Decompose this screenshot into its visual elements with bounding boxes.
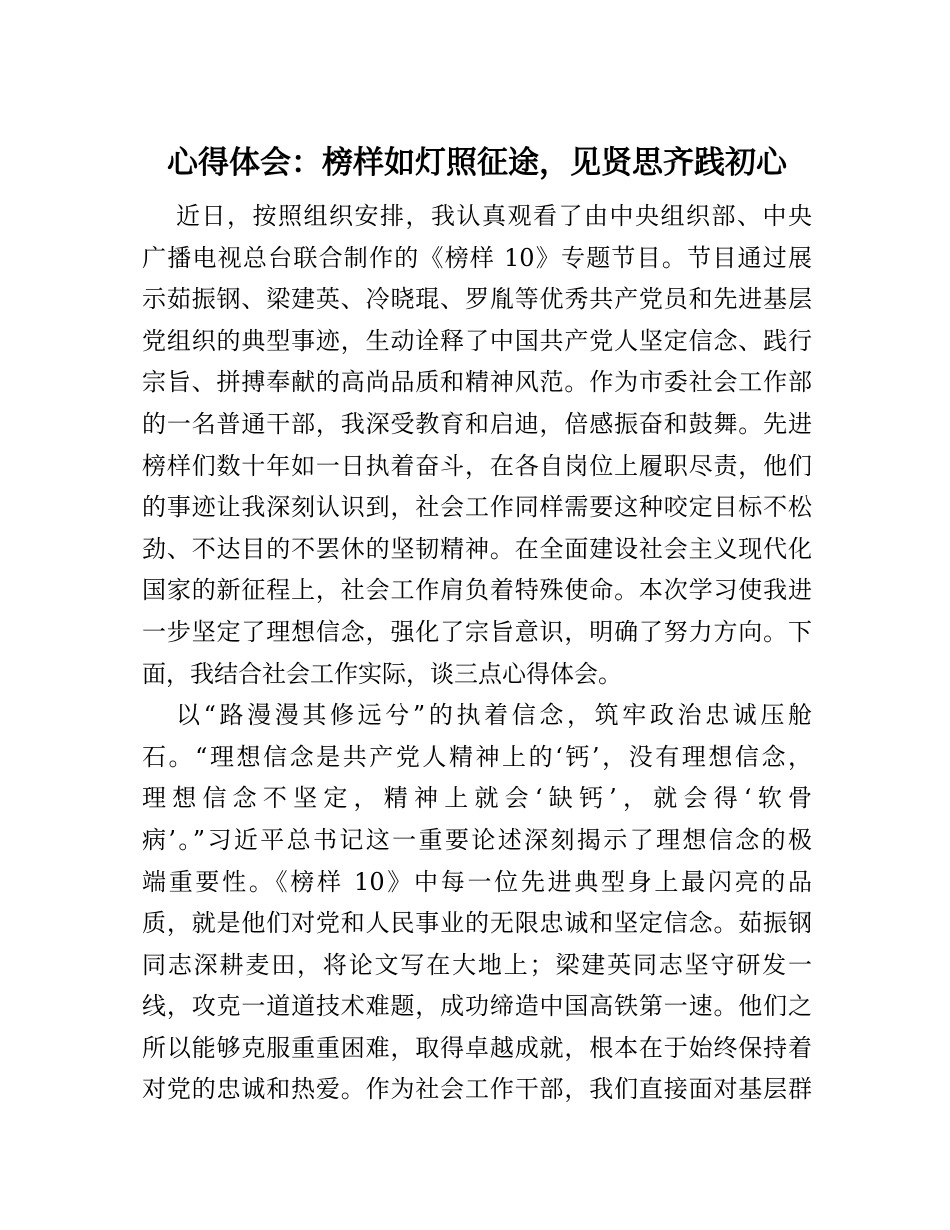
text-line: 宗旨、拼搏奉献的高尚品质和精神风范。作为市委社会工作部 bbox=[142, 368, 812, 397]
text-line: 石。“理想信念是共产党人精神上的‘钙’，没有理想信念， bbox=[142, 742, 812, 771]
text-line: 对党的忠诚和热爱。作为社会工作干部，我们直接面对基层群 bbox=[142, 1075, 812, 1104]
text-line: 的一名普通干部，我深受教育和启迪，倍感振奋和鼓舞。先进 bbox=[142, 409, 812, 438]
text-line: 广播电视总台联合制作的《榜样 10》专题节目。节目通过展 bbox=[142, 243, 812, 272]
text-line: 同志深耕麦田，将论文写在大地上；梁建英同志坚守研发一 bbox=[142, 950, 812, 979]
paragraph-section-one bbox=[142, 695, 812, 1111]
document-title: 心得体会：榜样如灯照征途，见贤思齐践初心 bbox=[167, 145, 787, 181]
text-line: 线，攻克一道道技术难题，成功缔造中国高铁第一速。他们之 bbox=[142, 992, 812, 1021]
text-line: 劲、不达目的不罢休的坚韧精神。在全面建设社会主义现代化 bbox=[142, 534, 812, 563]
text-line: 榜样们数十年如一日执着奋斗，在各自岗位上履职尽责，他们 bbox=[142, 451, 812, 480]
text-line: 以“路漫漫其修远兮”的执着信念，筑牢政治忠诚压舱 bbox=[176, 701, 812, 730]
text-line: 面，我结合社会工作实际，谈三点心得体会。 bbox=[142, 659, 622, 688]
text-line: 端重要性。《榜样 10》中每一位先进典型身上最闪亮的品 bbox=[142, 867, 812, 896]
text-line: 病’。”习近平总书记这一重要论述深刻揭示了理想信念的极 bbox=[142, 825, 812, 854]
text-line: 近日，按照组织安排，我认真观看了由中央组织部、中央 bbox=[176, 202, 812, 230]
text-line: 的事迹让我深刻认识到，社会工作同样需要这种咬定目标不松 bbox=[142, 493, 812, 522]
text-line: 一步坚定了理想信念，强化了宗旨意识，明确了努力方向。下 bbox=[142, 617, 812, 646]
text-line: 理想信念不坚定，精神上就会‘缺钙’，就会得‘软骨 bbox=[142, 784, 812, 813]
text-line: 质，就是他们对党和人民事业的无限忠诚和坚定信念。茹振钢 bbox=[142, 909, 812, 938]
text-line: 国家的新征程上，社会工作肩负着特殊使命。本次学习使我进 bbox=[142, 576, 812, 605]
text-line: 所以能够克服重重困难，取得卓越成就，根本在于始终保持着 bbox=[142, 1033, 812, 1062]
paragraph-intro bbox=[142, 196, 812, 695]
text-line: 示茹振钢、梁建英、冷晓琨、罗胤等优秀共产党员和先进基层 bbox=[142, 285, 812, 314]
document-body bbox=[142, 196, 812, 1111]
text-line: 党组织的典型事迹，生动诠释了中国共产党人坚定信念、践行 bbox=[142, 326, 812, 355]
